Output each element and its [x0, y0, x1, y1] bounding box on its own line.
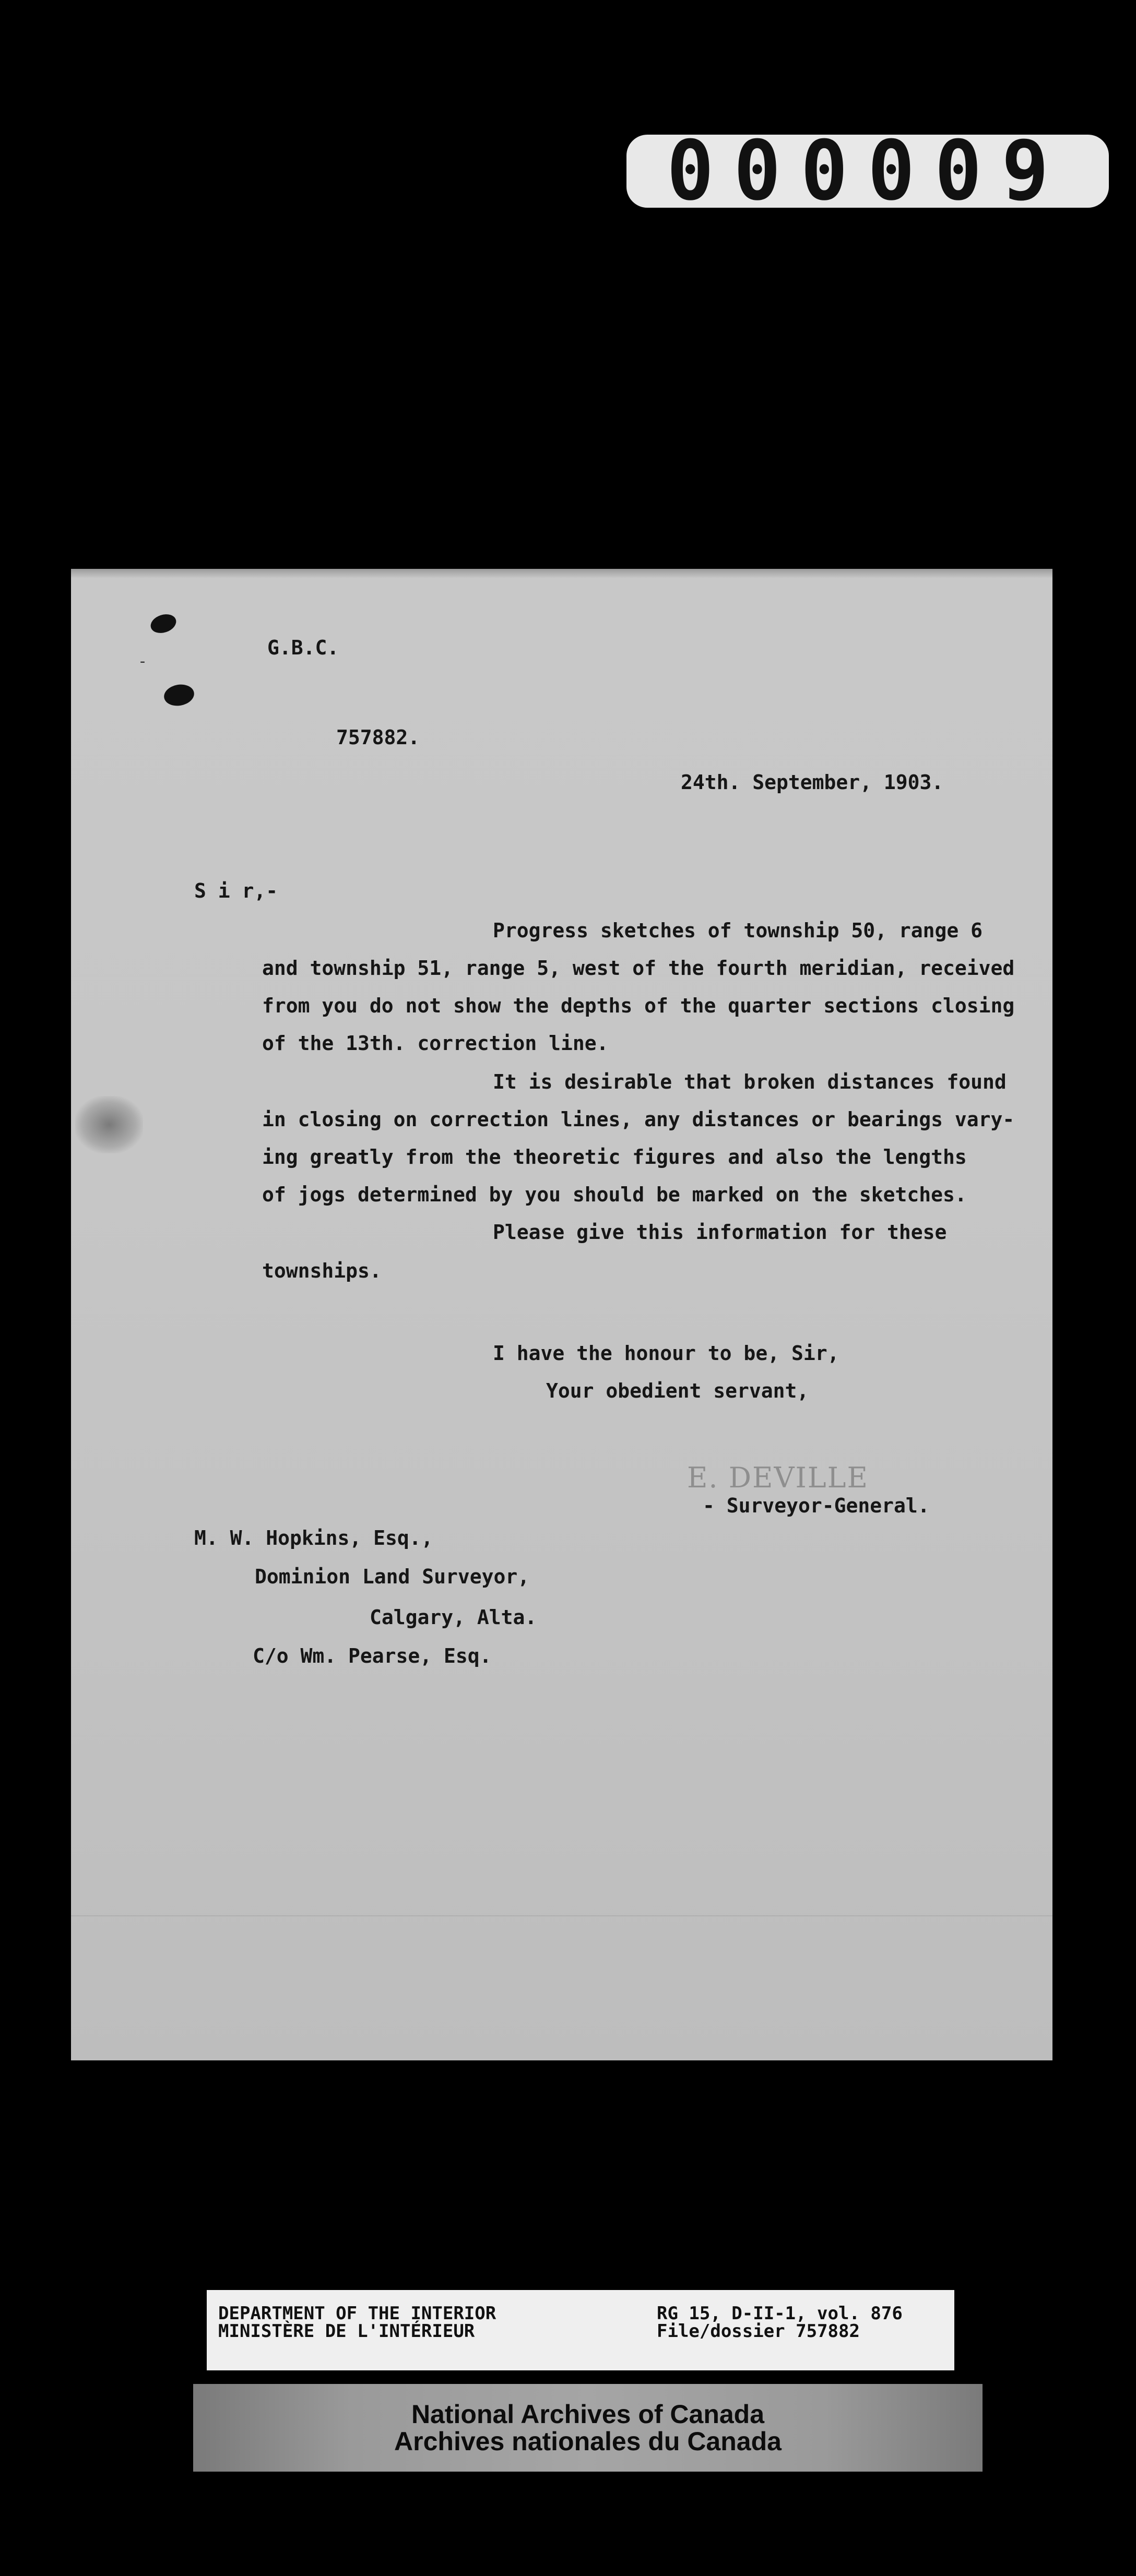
addressee-line: M. W. Hopkins, Esq.,: [194, 1526, 433, 1549]
body-line: townships.: [262, 1259, 382, 1282]
body-line: Progress sketches of township 50, range 6: [493, 919, 983, 942]
addressee-line: C/o Wm. Pearse, Esq.: [253, 1644, 492, 1667]
archives-name-fr: Archives nationales du Canada: [394, 2427, 782, 2456]
closing-line: I have the honour to be, Sir,: [493, 1342, 839, 1365]
addressee-line: Dominion Land Surveyor,: [255, 1565, 530, 1588]
punch-hole: [162, 682, 196, 708]
body-line: of jogs determined by you should be marked on the sketches.: [262, 1183, 967, 1206]
department-fr: MINISTÈRE DE L'INTÉRIEUR: [218, 2321, 475, 2342]
body-line: of the 13th. correction line.: [262, 1032, 609, 1055]
salutation: S i r,-: [194, 879, 278, 902]
letter-page: [71, 569, 1052, 2060]
closing-line: Your obedient servant,: [546, 1379, 809, 1402]
archive-caption: [207, 2290, 954, 2370]
letter-date: 24th. September, 1903.: [681, 771, 944, 794]
ink-smudge: [75, 1096, 143, 1153]
addressee-line: Calgary, Alta.: [370, 1606, 537, 1629]
frame-number: 000009: [667, 123, 1069, 219]
department-en: DEPARTMENT OF THE INTERIOR: [218, 2303, 496, 2324]
file-reference-line: File/dossier 757882: [657, 2321, 860, 2342]
paper-fold: [71, 1915, 1052, 1916]
paper-top-edge: [71, 569, 1052, 578]
body-line: ing greatly from the theoretic figures and also the lengths: [262, 1146, 967, 1168]
signature-title: - Surveyor-General.: [703, 1494, 930, 1517]
margin-mark: -: [138, 652, 148, 671]
file-number: 757882.: [336, 726, 420, 749]
ref-initials: G.B.C.: [267, 636, 339, 659]
archives-banner: [193, 2384, 983, 2472]
body-line: It is desirable that broken distances found: [493, 1070, 1007, 1093]
body-line: and township 51, range 5, west of the fourth meridian, received: [262, 957, 1015, 980]
archives-name-en: National Archives of Canada: [411, 2399, 765, 2429]
body-line: Please give this information for these: [493, 1221, 947, 1244]
body-line: in closing on correction lines, any distances or bearings vary-: [262, 1108, 1015, 1131]
punch-hole: [148, 611, 179, 636]
frame-number-label: [626, 123, 1109, 219]
signature-stamp: E. DEVILLE: [687, 1461, 869, 1494]
body-line: from you do not show the depths of the quarter sections closing: [262, 994, 1015, 1017]
reference-line: RG 15, D-II-1, vol. 876: [657, 2303, 903, 2324]
